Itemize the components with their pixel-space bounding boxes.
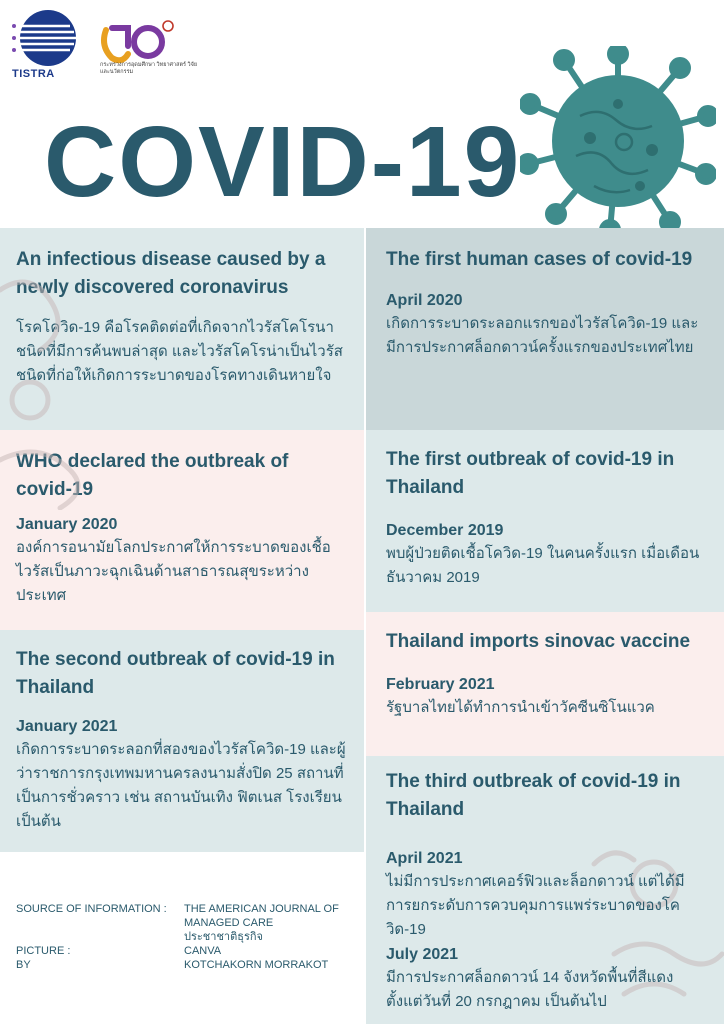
- logo-group: [8, 8, 208, 82]
- intro-heading: An infectious disease caused by a newly discovered coronavirus: [16, 249, 326, 298]
- third-outbreak-panel: [366, 756, 724, 1024]
- first-outbreak-panel: [366, 430, 724, 612]
- by-value: KOTCHAKORN MORRAKOT: [184, 959, 329, 971]
- first-human-text: เกิดการระบาดระลอกแรกของไวรัสโควิด-19 และมีการประกาศล็อกดาวน์ครั้งแรกของประเทศไทย: [386, 315, 699, 356]
- coronavirus-icon: [520, 46, 716, 236]
- third-outbreak-text-july: มีการประกาศล็อกดาวน์ 14 จังหวัดพื้นที่สีแดง ตั้งแต่วันที่ 20 กรกฎาคม เป็นต้นไป: [386, 969, 674, 1010]
- who-date: January 2020: [16, 516, 118, 533]
- source-label: SOURCE OF INFORMATION :: [16, 903, 167, 915]
- first-human-heading: The first human cases of covid-19: [386, 249, 693, 270]
- third-outbreak-text-april: ไม่มีการประกาศเคอร์ฟิวและล็อกดาวน์ แต่ได้มีการยกระดับการควบคุมการแพร่ระบาดของโควิด-19: [386, 873, 685, 938]
- picture-label: PICTURE :: [16, 945, 71, 957]
- sinovac-date: February 2021: [386, 676, 495, 693]
- by-label: BY: [16, 959, 31, 971]
- decorative-swirl-icon: [0, 250, 120, 510]
- sinovac-panel: [366, 612, 724, 756]
- source-value: THE AMERICAN JOURNAL OF MANAGED CARE: [184, 903, 339, 929]
- third-outbreak-heading: The third outbreak of covid-19 in Thailand: [386, 771, 681, 820]
- first-human-date: April 2020: [386, 292, 463, 309]
- sinovac-text: รัฐบาลไทยได้ทำการนำเข้าวัคซีนซิโนแวค: [386, 699, 655, 716]
- tistra-logo-label: TISTRA: [12, 68, 55, 80]
- first-outbreak-heading: The first outbreak of covid-19 in Thailand: [386, 449, 675, 498]
- who-text: องค์การอนามัยโลกประกาศให้การระบาดของเชื้อไวรัสเป็นภาวะฉุกเฉินด้านสาธารณสุขระหว่างประเทศ: [16, 539, 331, 604]
- second-outbreak-heading: The second outbreak of covid-19 in Thailand: [16, 649, 335, 698]
- first-outbreak-date: December 2019: [386, 522, 504, 539]
- intro-text: โรคโควิด-19 คือโรคติดต่อที่เกิดจากไวรัสโคโรนาชนิดที่มีการค้นพบล่าสุด และไวรัสโคโรน่าเป็นไวรัสชนิดที่ก่อให้เกิดการระบาดของโรคทางเดินหายใจ: [16, 319, 343, 384]
- sinovac-heading: Thailand imports sinovac vaccine: [386, 631, 691, 652]
- third-outbreak-date-july: July 2021: [386, 946, 459, 963]
- first-human-panel: [366, 228, 724, 430]
- picture-value: CANVA: [184, 945, 222, 957]
- who-heading: WHO declared the outbreak of covid-19: [16, 451, 289, 500]
- first-outbreak-text: พบผู้ป่วยติดเชื้อโควิด-19 ในคนครั้งแรก เมื่อเดือนธันวาคม 2019: [386, 545, 700, 586]
- mhesi-logo-label: กระทรวงการอุดมศึกษา วิทยาศาสตร์ วิจัยและนวัตกรรม: [100, 62, 198, 75]
- second-outbreak-panel: [0, 630, 364, 852]
- credits: [16, 902, 356, 972]
- source-value-thai: ประชาชาติธุรกิจ: [184, 931, 263, 943]
- third-outbreak-date-april: April 2021: [386, 850, 463, 867]
- second-outbreak-date: January 2021: [16, 718, 118, 735]
- second-outbreak-text: เกิดการระบาดระลอกที่สองของไวรัสโควิด-19 และผู้ว่าราชการกรุงเทพมหานครลงนามสั่งปิด 25 สถานที่ เป็นการชั่วคราว เช่น สถานบันเทิง ฟิตเนส โรงเรียน เป็นต้น: [16, 741, 346, 830]
- page-title: COVID-19: [44, 106, 522, 218]
